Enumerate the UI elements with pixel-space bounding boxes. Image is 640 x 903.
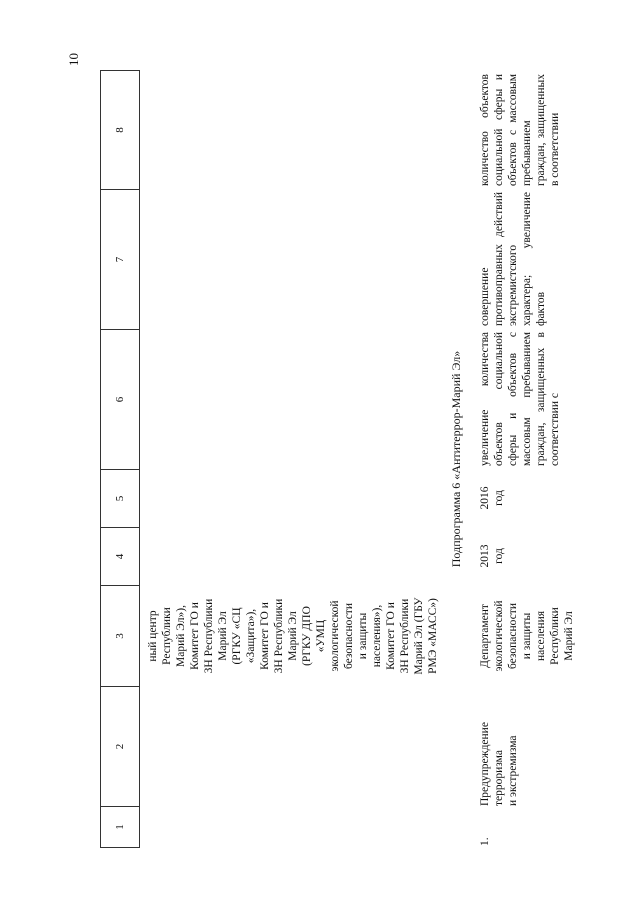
row-start-year: 2013 год [479, 544, 505, 568]
row-end-year: 2016 год [479, 486, 505, 510]
subprogram-title: Подпрограмма 6 «Антитеррор-Марий Эл» [449, 350, 463, 568]
header-col-4: 4 [101, 527, 139, 585]
row-number: 1. [479, 837, 491, 846]
row-executor: Департамент экологической безопасности и защиты населения Республики Марий Эл [479, 600, 575, 672]
row-measure-name: Предупреждение терроризма и экстремизма [479, 722, 519, 806]
continuation-executor-text: ный центр Республики Марий Эл»), Комитет ГО и ЗН Республики Марий Эл (РГКУ «СЦ «Защита»), Комитет ГО и ЗН Республики Марий Эл (РГКУ ДПО «УМЦ экологической безопасности и защиты населения»), Комитет ГО и ЗН Республики Марий Эл (ГБУ РМЭ «МАСС») [147, 597, 439, 675]
header-col-6: 6 [101, 329, 139, 469]
header-col-7: 7 [101, 189, 139, 329]
page-number: 10 [66, 53, 81, 66]
header-col-2: 2 [101, 686, 139, 806]
rotated-document [100, 70, 630, 848]
row-expected-result: увеличение количества объектов социальной сферы и объектов с массовым пребыванием граждан, защищенных в соответствии с [479, 332, 561, 466]
header-col-1: 1 [101, 806, 139, 847]
row-indicator-link: количество объектов социальной сферы и объектов с массовым пребыванием граждан, защищенных в соответствии [479, 74, 561, 186]
header-col-8: 8 [114, 127, 126, 133]
row-consequences: совершение противоправных действий экстремистского характера; увеличение фактов [479, 192, 547, 326]
header-col-3: 3 [101, 585, 139, 686]
header-col-5: 5 [101, 469, 139, 527]
table-header-row [100, 70, 140, 848]
